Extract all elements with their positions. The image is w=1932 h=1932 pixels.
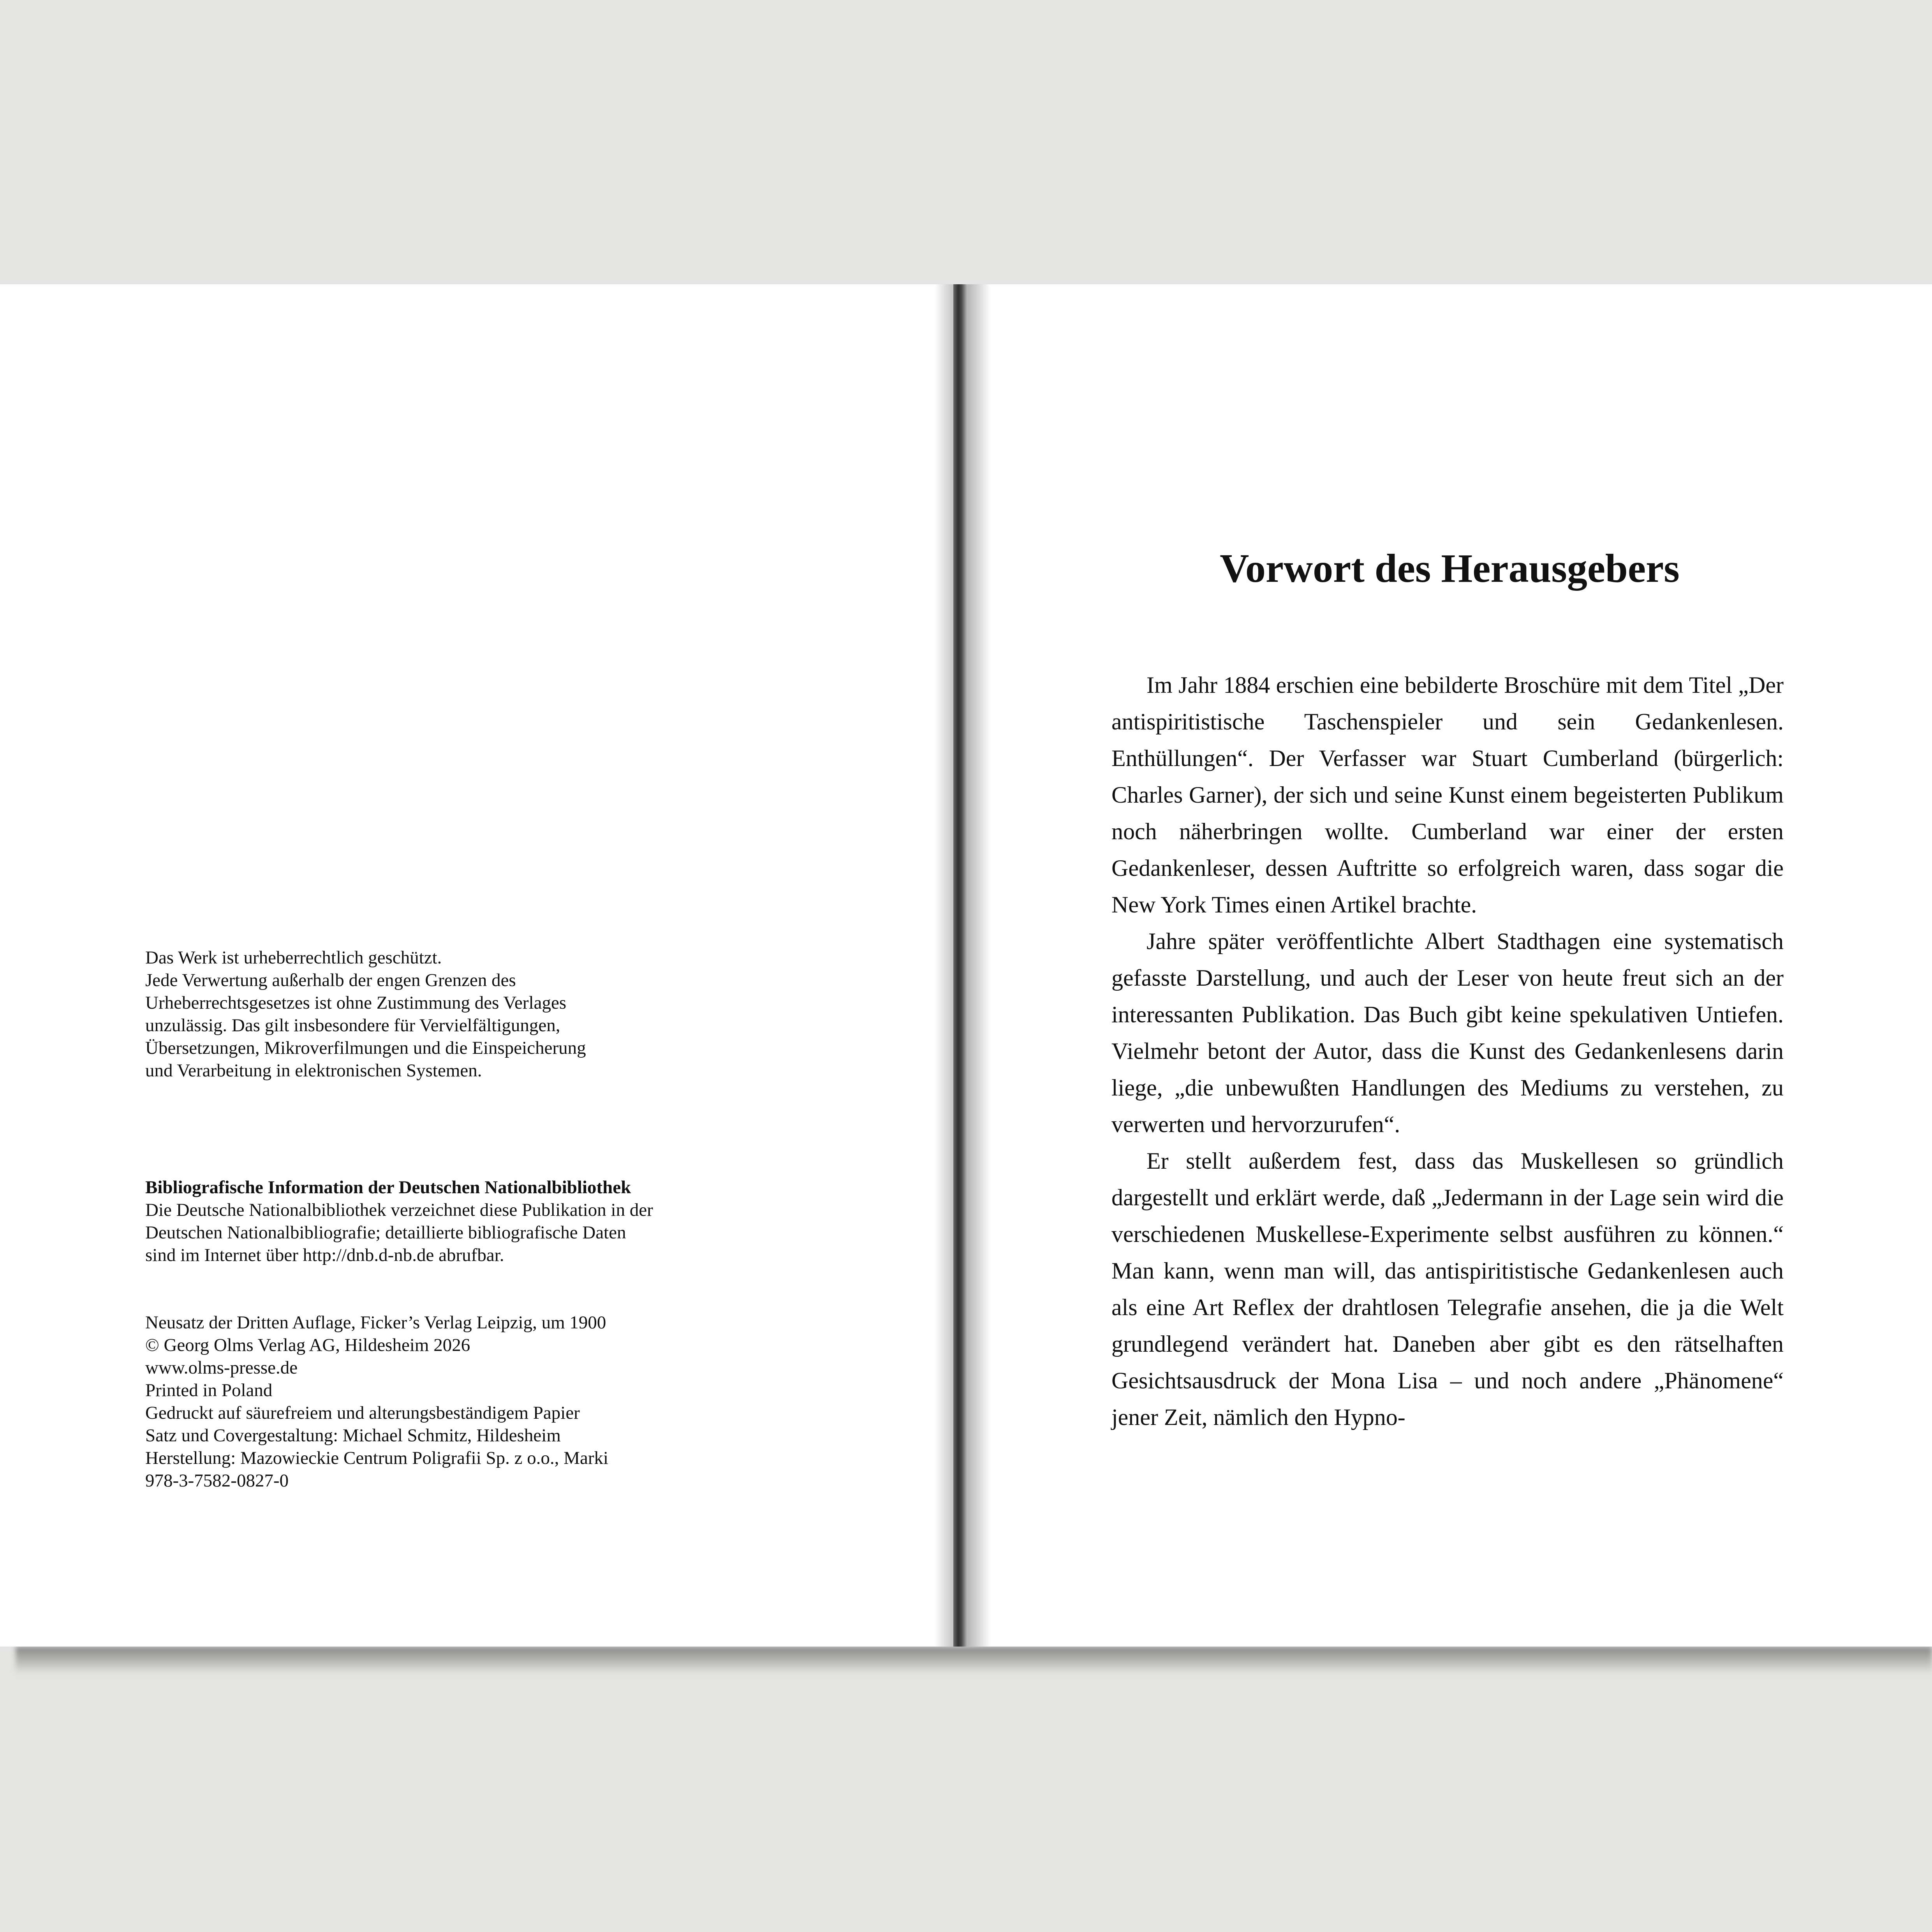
- book-bottom-shadow: [16, 1647, 1932, 1674]
- right-page: [967, 284, 1932, 1647]
- copyright-notice: [145, 946, 788, 1082]
- publication-line: Gedruckt auf säurefreiem und alterungsbeständigem Papier: [145, 1403, 580, 1423]
- biblio-line: Deutschen Nationalbibliografie; detaillierte bibliografische Daten: [145, 1222, 626, 1243]
- preface-paragraph: Er stellt außerdem fest, dass das Muskellesen so gründlich dargestellt und erklärt werde, daß „Jedermann in der Lage sein wird die verschiedenen Muskellese-Experimente selbst ausführen zu können.“ Man kann, wenn man will, das antispiritistische Gedankenlesen auch als eine Art Reflex der drahtlosen Telegrafie ansehen, die ja die Welt grundlegend verändert hat. Daneben aber gibt es den rätselhaften Gesichtsausdruck der Mona Lisa – und noch andere „Phänomene“ jener Zeit, nämlich den Hypno-: [1111, 1148, 1784, 1430]
- gutter-shade-left: [935, 284, 953, 1647]
- publication-line: Neusatz der Dritten Auflage, Ficker’s Verlag Leipzig, um 1900: [145, 1312, 606, 1333]
- copyright-line: unzulässig. Das gilt insbesondere für Vervielfältigungen,: [145, 1015, 560, 1036]
- bibliographic-information: [145, 1176, 788, 1266]
- publication-line: Satz und Covergestaltung: Michael Schmitz, Hildesheim: [145, 1425, 561, 1446]
- preface-title: Vorwort des Herausgebers: [1220, 546, 1680, 591]
- copyright-line: Das Werk ist urheberrechtlich geschützt.: [145, 948, 442, 968]
- copyright-line: und Verarbeitung in elektronischen Systemen.: [145, 1060, 482, 1081]
- gutter-shade-right: [967, 284, 991, 1647]
- copyright-line: Jede Verwertung außerhalb der engen Grenzen des: [145, 970, 516, 990]
- biblio-line: sind im Internet über http://dnb.d-nb.de abrufbar.: [145, 1245, 504, 1265]
- preface-paragraph: Jahre später veröffentlichte Albert Stadthagen eine systematisch gefasste Darstellung, und auch der Leser von heute freut sich an der interessanten Publikation. Das Buch gibt keine spekulativen Untiefen. Vielmehr betont der Autor, dass die Kunst des Gedankenlesens darin liege, „die unbewußten Handlungen des Mediums zu verstehen, zu verwerten und hervorzurufen“.: [1111, 928, 1784, 1137]
- publication-details: [145, 1311, 788, 1492]
- publication-line: Herstellung: Mazowieckie Centrum Poligrafii Sp. z o.o., Marki: [145, 1448, 609, 1468]
- biblio-heading: Bibliografische Information der Deutschen Nationalbibliothek: [145, 1177, 631, 1198]
- preface-body: [1111, 667, 1784, 1435]
- copyright-line: Übersetzungen, Mikroverfilmungen und die Einspeicherung: [145, 1038, 586, 1058]
- copyright-line: Urheberrechtsgesetzes ist ohne Zustimmung des Verlages: [145, 993, 567, 1013]
- publication-line: Printed in Poland: [145, 1380, 273, 1400]
- publication-line: www.olms-presse.de: [145, 1358, 298, 1378]
- book-gutter: [953, 284, 967, 1647]
- biblio-line: Die Deutsche Nationalbibliothek verzeichnet diese Publikation in der: [145, 1200, 653, 1220]
- isbn: 978-3-7582-0827-0: [145, 1471, 289, 1491]
- preface-paragraph: Im Jahr 1884 erschien eine bebilderte Broschüre mit dem Titel „Der antispiritistische Taschenspieler und sein Gedankenlesen. Enthüllungen“. Der Verfasser war Stuart Cumberland (bürgerlich: Charles Garner), der sich und seine Kunst einem begeisterten Publikum noch näherbringen wollte. Cumberland war einer der ersten Gedankenleser, dessen Auftritte so erfolgreich waren, dass sogar die New York Times einen Artikel brachte.: [1111, 672, 1784, 918]
- left-page: [0, 284, 953, 1647]
- publication-line: © Georg Olms Verlag AG, Hildesheim 2026: [145, 1335, 470, 1355]
